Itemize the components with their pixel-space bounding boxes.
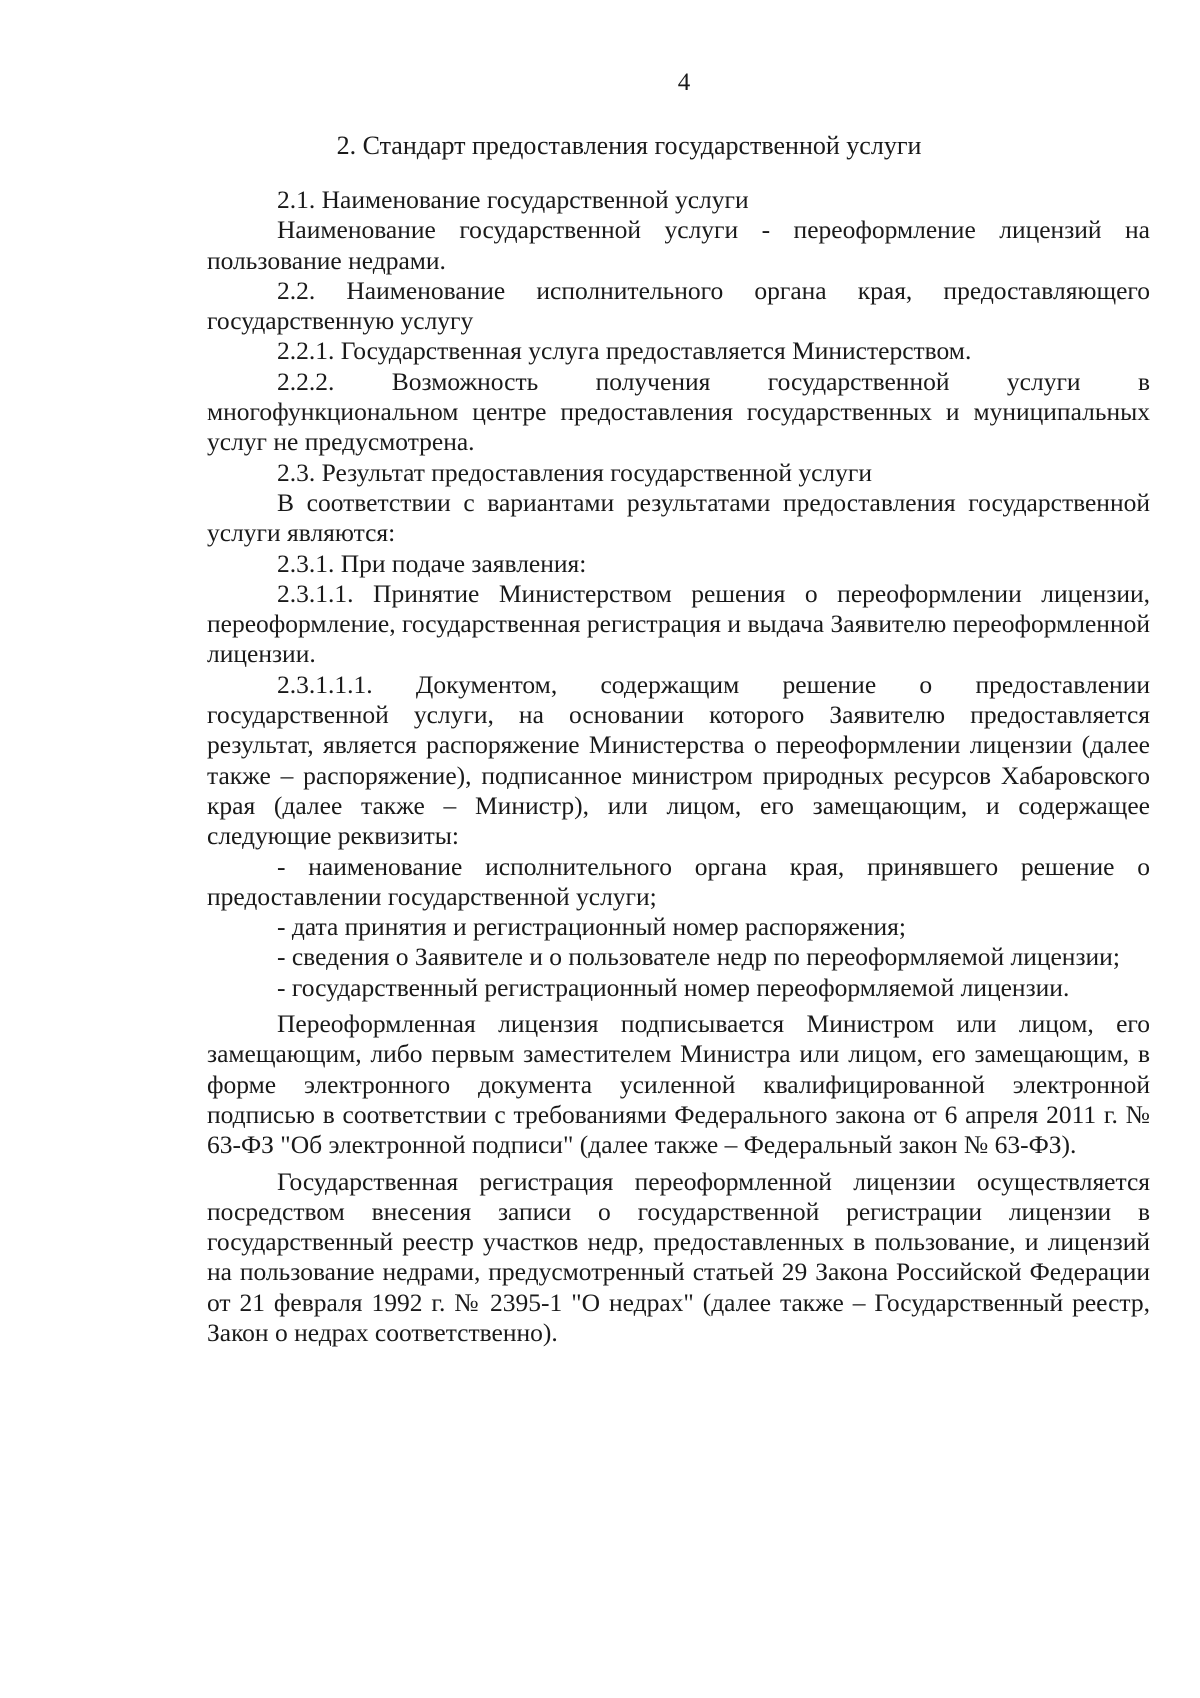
section-title-text: 2. Стандарт предоставления государственной услуги: [336, 131, 922, 160]
paragraph-2-3-1: 2.3.1. При подаче заявления:: [277, 548, 587, 578]
list-item-date-number: - дата принятия и регистрационный номер распоряжения;: [277, 912, 906, 942]
list-item-organ-name: - наименование исполнительного органа края, принявшего решение о предоставлении государственной услуги;: [207, 851, 1150, 911]
paragraph-2-3-heading: 2.3. Результат предоставления государственной услуги: [277, 457, 873, 487]
paragraph-results-intro: В соответствии с вариантами результатами предоставления государственной услуги являются:: [207, 487, 1150, 548]
paragraph-2-2-2: 2.2.2. Возможность получения государственной услуги в многофункциональном центре предоставления государственных и муниципальных услуг не предусмотрена.: [207, 366, 1150, 457]
paragraph-2-2-1: 2.2.1. Государственная услуга предоставляется Министерством.: [277, 336, 972, 366]
list-item-registration-number: - государственный регистрационный номер переоформляемой лицензии.: [277, 972, 1070, 1002]
paragraph-2-1-heading: 2.1. Наименование государственной услуги: [277, 185, 749, 214]
page-number-text: 4: [677, 69, 691, 96]
paragraph-2-3-1-1-1: 2.3.1.1.1. Документом, содержащим решение о предоставлении государственной услуги, на основании которого Заявителю предоставляется результат, является распоряжение Министерства о переоформлении лицензии (далее также – распоряжение), подписанное министром природных ресурсов Хабаровского края (далее также – Министр), или лицом, его замещающим, и содержащее следующие реквизиты:: [207, 669, 1150, 851]
paragraph-2-2-heading: 2.2. Наименование исполнительного органа края, предоставляющего государственную услугу: [207, 275, 1150, 336]
paragraph-state-registration: Государственная регистрация переоформленной лицензии осуществляется посредством внесения записи о государственной регистрации лицензии в государственный реестр участков недр, предоставленных в пользование, и лицензий на пользование недрами, предусмотренный статьей 29 Закона Российской Федерации от 21 февраля 1992 г. № 2395-1 "О недрах" (далее также – Государственный реестр, Закон о недрах соответственно).: [207, 1166, 1150, 1347]
paragraph-service-name: Наименование государственной услуги - переоформление лицензий на пользование недрами.: [207, 215, 1150, 275]
document-body: [207, 185, 1150, 1348]
paragraph-license-signing: Переоформленная лицензия подписывается Министром или лицом, его замещающим, либо первым заместителем Министра или лицом, его замещающим, в форме электронного документа усиленной квалифицированной электронной подписью в соответствии с требованиями Федерального закона от 6 апреля 2011 г. № 63-ФЗ "Об электронной подписи" (далее также – Федеральный закон № 63-ФЗ).: [207, 1009, 1150, 1160]
list-item-applicant-info: - сведения о Заявителе и о пользователе недр по переоформляемой лицензии;: [277, 942, 1120, 972]
paragraph-2-3-1-1: 2.3.1.1. Принятие Министерством решения о переоформлении лицензии, переоформление, государственная регистрация и выдача Заявителю переоформленной лицензии.: [207, 578, 1150, 669]
section-title: [0, 130, 1200, 162]
page-number: [0, 68, 1200, 98]
